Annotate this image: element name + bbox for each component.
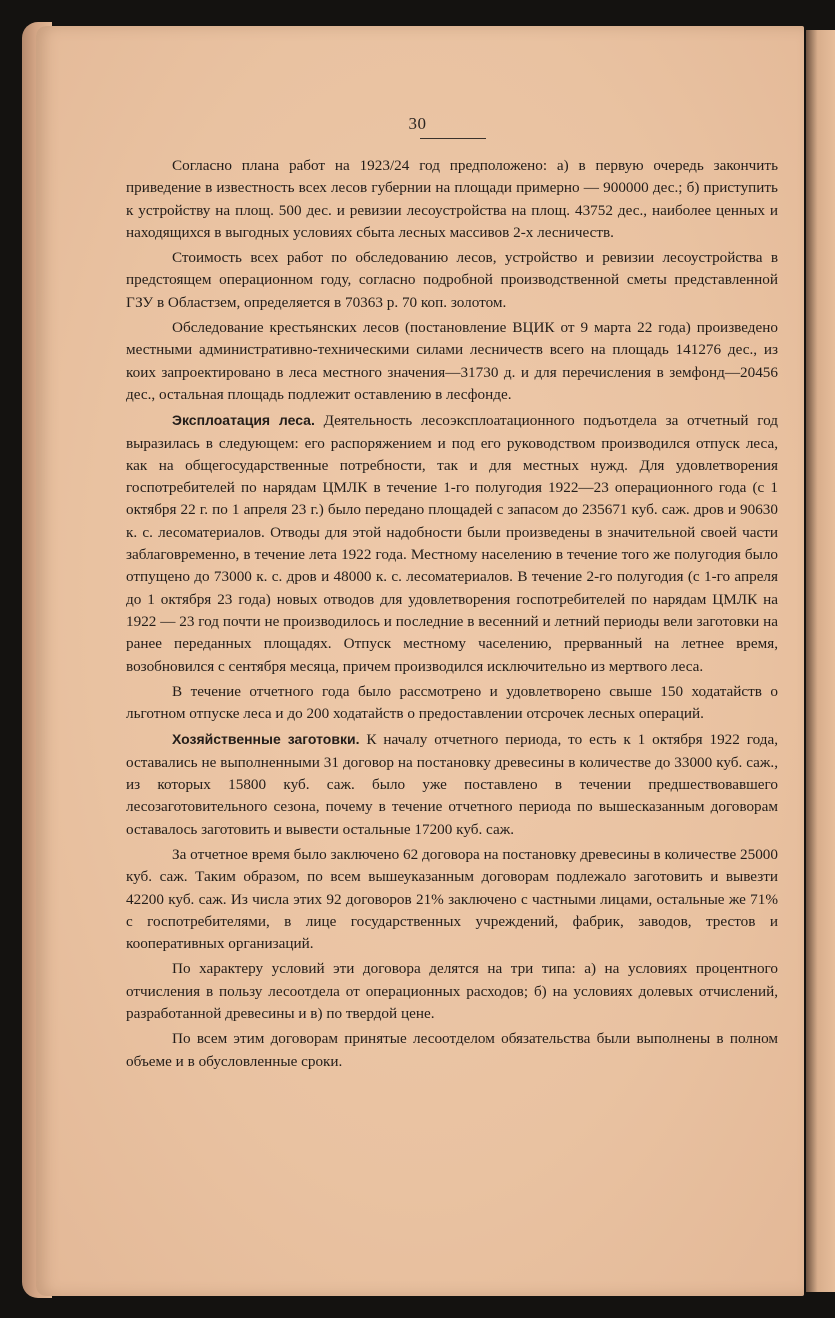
section-heading-exploitation: Эксплоатация леса. [172, 412, 315, 429]
facing-page-edge [806, 30, 835, 1292]
paragraph-procurement: Хозяйственные заготовки. К началу отчетного периода, то есть к 1 октября 1922 года, оставались не выполненными 31 договор на постановку древесины в количестве до 33000 куб. саж., из которых 15800 куб. саж. было уже поставлено в течении предшествовавшего лесозаготовительного сезона, почему в течение отчетного периода по вышесказанным договорам оставалось заготовить и вывести остальные 17200 куб. саж. [126, 731, 778, 838]
section-heading-procurement: Хозяйственные заготовки. [172, 731, 360, 748]
paragraph-survey: Обследование крестьянских лесов (постановление ВЦИК от 9 марта 22 года) произведено местными административно-техническими силами лесничеств всего на площадь 141276 дес., из коих запроектировано в леса местного значения—31730 д. и для перечисления в земфонд—20456 дес., остальная площадь подлежит оставлению в лесфонде. [126, 319, 778, 403]
paragraph-fulfilment: По всем этим договорам принятые лесоотделом обязательства были выполнены в полном объеме и в обусловленные сроки. [126, 1030, 778, 1070]
body-text [126, 155, 778, 1073]
paragraph-contracts: За отчетное время было заключено 62 договора на постановку древесины в количестве 25000 куб. саж. Таким образом, по всем вышеуказанным договорам подлежало заготовить и вывезти 42200 куб. саж. Из числа этих 92 договоров 21% заключено с частными лицами, остальные же 71% с госпотребителями, в лице государственных учреждений, фабрик, заводов, трестов и кооперативных организаций. [126, 845, 778, 953]
page-number-underline [420, 138, 486, 139]
paragraph-contract-types: По характеру условий эти договора делятся на три типа: а) на условиях процентного отчисления в пользу лесоотдела от операционных расходов; б) на условиях долевых отчислений, разработанной древесины и в) по твердой цене. [126, 960, 778, 1022]
paragraph-plan: Согласно плана работ на 1923/24 год предположено: а) в первую очередь закончить приведение в известность всех лесов губернии на площади примерно — 900000 дес.; б) приступить к устройству на площ. 500 дес. и ревизии лесоустройства на площ. 43752 дес., наиболее ценных и находящихся в выгодных условиях сбыта лесных массивов 2-х лесничеств. [126, 157, 778, 241]
paragraph-petitions: В течение отчетного года было рассмотрено и удовлетворено свыше 150 ходатайств о льготном отпуске леса и до 200 ходатайств о предоставлении отсрочек лесных операций. [126, 682, 778, 723]
paragraph-exploitation: Эксплоатация леса. Деятельность лесоэксплоатационного подъотдела за отчетный год выразилась в следующем: его распоряжением и под его руководством производился отпуск леса, как на общегосударственные потребности, так и для местных нужд. Для удовлетворения госпотребителей по нарядам ЦМЛК в течение 1-го полугодия 1922—23 операционного года (с 1 октября 22 г. по 1 апреля 23 г.) было передано площадей с запасом до 235671 куб. саж. дров и 90630 к. с. лесоматериалов. Отводы для этой надобности были произведены в значительной своей части заблаговременно, в течение лета 1922 года. Местному населению в течение того же полугодия было отпущено до 73000 к. с. дров и 48000 к. с. лесоматериалов. В течение 2-го полугодия (с 1-го апреля до 1 октября 23 года) новых отводов для удовлетворения госпотребителей по нарядам ЦМЛК на 1922 — 23 год почти не производилось и последние в весенний и летний периоды вели заготовки на ранее переданных площадях. Отпуск местному часелению, прерванный на летнее время, возобновился с сентября месяца, причем производился исключительно из мертвого леса. [126, 412, 778, 675]
paragraph-cost: Стоимость всех работ по обследованию лесов, устройство и ревизии лесоустройства в предстоящем операционном году, согласно подробной производственной сметы представленной ГЗУ в Областзем, определяется в 70363 р. 70 коп. золотом. [126, 249, 778, 311]
page-number: 30 [408, 114, 427, 133]
